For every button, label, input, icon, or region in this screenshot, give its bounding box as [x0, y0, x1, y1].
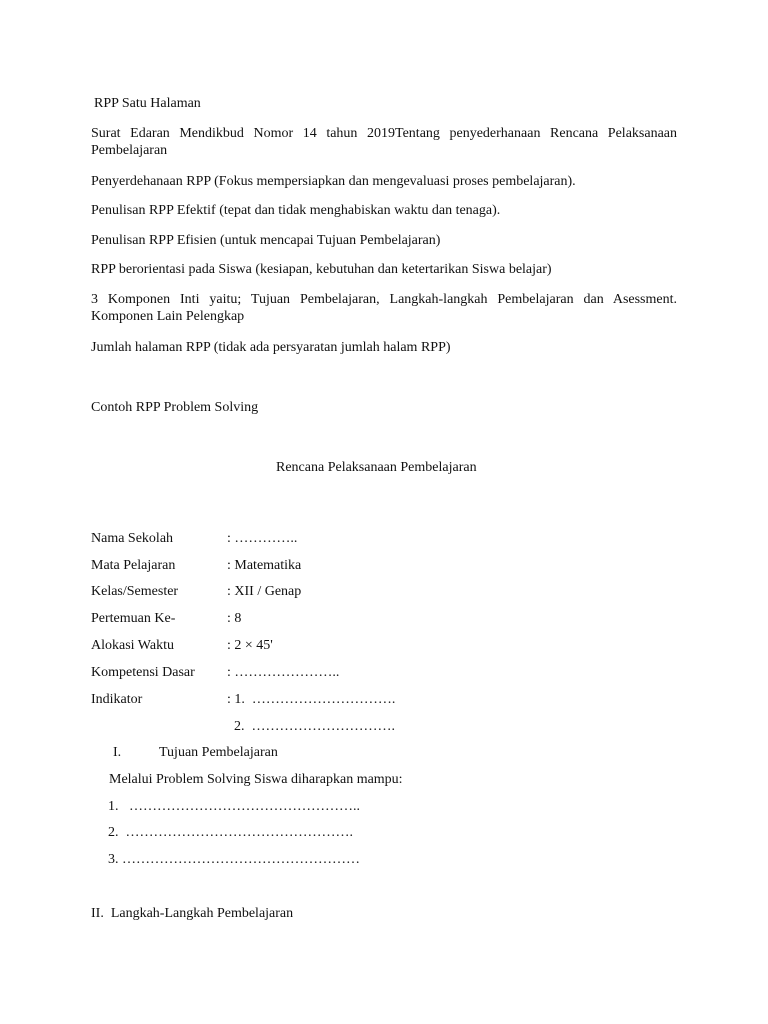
- intro-paragraph: 3 Komponen Inti yaitu; Tujuan Pembelajaran, Langkah-langkah Pembelajaran dan Asessment. Komponen Lain Pelengkap: [91, 292, 677, 324]
- intro-paragraph: Penyerdehanaan RPP (Fokus mempersiapkan dan mengevaluasi proses pembelajaran).: [91, 174, 576, 189]
- document-title: RPP Satu Halaman: [94, 96, 201, 111]
- identity-value: : Matematika: [227, 558, 302, 573]
- example-heading: Contoh RPP Problem Solving: [91, 400, 259, 415]
- list-item: 1. …………………………………………..: [108, 799, 360, 814]
- indicator-item: 2. ………………………….: [234, 719, 395, 734]
- identity-label: Alokasi Waktu: [91, 638, 174, 653]
- intro-paragraph: RPP berorientasi pada Siswa (kesiapan, kebutuhan dan ketertarikan Siswa belajar): [91, 262, 552, 277]
- section-number: I.: [113, 745, 122, 760]
- intro-paragraph: Jumlah halaman RPP (tidak ada persyaratan jumlah halam RPP): [91, 340, 451, 355]
- identity-label: Indikator: [91, 692, 143, 707]
- identity-value: : XII / Genap: [227, 584, 302, 599]
- identity-value: : 1. ………………………….: [227, 692, 396, 707]
- intro-paragraph: Penulisan RPP Efisien (untuk mencapai Tujuan Pembelajaran): [91, 233, 441, 248]
- identity-label: Kompetensi Dasar: [91, 665, 195, 680]
- list-item: 3. ……………………………………………: [108, 852, 360, 867]
- identity-label: Nama Sekolah: [91, 531, 174, 546]
- identity-value: : 8: [227, 611, 242, 626]
- intro-paragraph: Surat Edaran Mendikbud Nomor 14 tahun 2019Tentang penyederhanaan Rencana Pelaksanaan Pembelajaran: [91, 126, 677, 158]
- section-title: Tujuan Pembelajaran: [159, 745, 278, 760]
- identity-label: Kelas/Semester: [91, 584, 179, 599]
- section-heading: II. Langkah-Langkah Pembelajaran: [91, 906, 294, 921]
- identity-value: : …………..: [227, 531, 298, 546]
- identity-label: Pertemuan Ke-: [91, 611, 176, 626]
- plan-title: Rencana Pelaksanaan Pembelajaran: [276, 460, 477, 475]
- identity-value: : 2 × 45': [227, 638, 273, 653]
- identity-label: Mata Pelajaran: [91, 558, 176, 573]
- list-item: 2. ………………………………………….: [108, 825, 353, 840]
- section-lead: Melalui Problem Solving Siswa diharapkan mampu:: [109, 772, 403, 787]
- identity-value: : …………………..: [227, 665, 340, 680]
- intro-paragraph: Penulisan RPP Efektif (tepat dan tidak menghabiskan waktu dan tenaga).: [91, 203, 501, 218]
